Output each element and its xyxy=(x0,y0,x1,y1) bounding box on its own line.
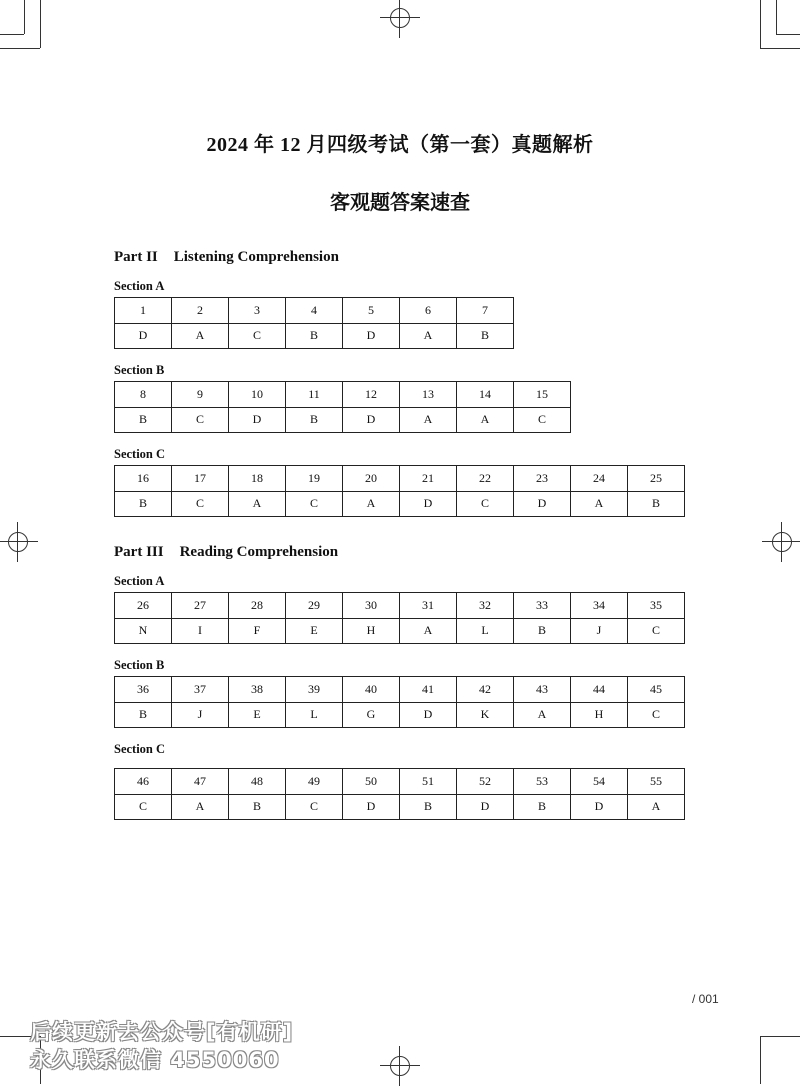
answer-table xyxy=(114,381,571,433)
section-label: Section B xyxy=(114,363,165,377)
answer-cell: J xyxy=(571,618,628,644)
question-number: 12 xyxy=(343,382,400,408)
question-number: 41 xyxy=(400,677,457,703)
question-number: 26 xyxy=(115,593,172,619)
question-number: 40 xyxy=(343,677,400,703)
answer-cell: H xyxy=(343,618,400,644)
answer-cell: B xyxy=(115,702,172,728)
question-number: 17 xyxy=(172,466,229,492)
answer-cell: A xyxy=(172,794,229,820)
answer-cell: B xyxy=(286,407,343,433)
question-number-row xyxy=(115,593,685,619)
question-number: 19 xyxy=(286,466,343,492)
answer-cell: A xyxy=(229,491,286,517)
question-number: 2 xyxy=(172,298,229,324)
question-number: 21 xyxy=(400,466,457,492)
question-number: 36 xyxy=(115,677,172,703)
answer-cell: A xyxy=(628,794,685,820)
question-number: 32 xyxy=(457,593,514,619)
question-number: 15 xyxy=(514,382,571,408)
question-number-row xyxy=(115,466,685,492)
answer-row xyxy=(115,794,685,820)
answer-cell: A xyxy=(571,491,628,517)
answer-cell: C xyxy=(628,702,685,728)
answer-cell: B xyxy=(229,794,286,820)
question-number: 38 xyxy=(229,677,286,703)
answer-cell: B xyxy=(115,491,172,517)
question-number: 11 xyxy=(286,382,343,408)
question-number: 49 xyxy=(286,769,343,795)
answer-cell: N xyxy=(115,618,172,644)
answer-row xyxy=(115,491,685,517)
question-number: 37 xyxy=(172,677,229,703)
question-number-row xyxy=(115,298,514,324)
answer-cell: F xyxy=(229,618,286,644)
answer-cell: C xyxy=(457,491,514,517)
question-number: 29 xyxy=(286,593,343,619)
question-number: 18 xyxy=(229,466,286,492)
question-number: 51 xyxy=(400,769,457,795)
answer-cell: C xyxy=(514,407,571,433)
crop-mark xyxy=(760,1036,761,1084)
part-heading xyxy=(114,249,339,266)
question-number: 25 xyxy=(628,466,685,492)
answer-cell: I xyxy=(172,618,229,644)
answer-cell: A xyxy=(172,323,229,349)
question-number: 46 xyxy=(115,769,172,795)
question-number-row xyxy=(115,769,685,795)
crop-mark xyxy=(760,48,800,49)
answer-cell: B xyxy=(115,407,172,433)
part-heading xyxy=(114,544,338,561)
answer-row xyxy=(115,702,685,728)
registration-mark xyxy=(380,0,420,38)
registration-mark xyxy=(0,522,38,562)
crop-mark xyxy=(40,0,41,48)
answer-cell: A xyxy=(400,407,457,433)
question-number: 16 xyxy=(115,466,172,492)
section-label: Section B xyxy=(114,658,165,672)
question-number: 42 xyxy=(457,677,514,703)
answer-cell: D xyxy=(400,702,457,728)
question-number: 34 xyxy=(571,593,628,619)
answer-cell: C xyxy=(172,491,229,517)
page-number: / 001 xyxy=(692,992,719,1006)
question-number: 20 xyxy=(343,466,400,492)
question-number: 35 xyxy=(628,593,685,619)
answer-cell: A xyxy=(457,407,514,433)
crop-mark xyxy=(776,0,777,34)
question-number: 1 xyxy=(115,298,172,324)
answer-cell: G xyxy=(343,702,400,728)
answer-cell: A xyxy=(514,702,571,728)
part-number: Part II xyxy=(114,249,158,265)
answer-cell: E xyxy=(229,702,286,728)
crop-mark xyxy=(776,34,800,35)
answer-cell: B xyxy=(286,323,343,349)
registration-mark xyxy=(380,1046,420,1086)
question-number: 8 xyxy=(115,382,172,408)
question-number: 50 xyxy=(343,769,400,795)
part-name: Listening Comprehension xyxy=(173,249,339,265)
question-number: 43 xyxy=(514,677,571,703)
answer-cell: D xyxy=(400,491,457,517)
watermark-line: 永久联系微信 4550060 xyxy=(30,1048,280,1072)
answer-cell: A xyxy=(343,491,400,517)
question-number: 13 xyxy=(400,382,457,408)
answer-cell: D xyxy=(571,794,628,820)
answer-cell: L xyxy=(286,702,343,728)
answer-cell: E xyxy=(286,618,343,644)
question-number: 27 xyxy=(172,593,229,619)
section-label: Section C xyxy=(114,742,166,756)
answer-table xyxy=(114,465,685,517)
answer-table xyxy=(114,297,514,349)
answer-cell: A xyxy=(400,618,457,644)
answer-cell: H xyxy=(571,702,628,728)
question-number: 33 xyxy=(514,593,571,619)
page-title: 2024 年 12 月四级考试（第一套）真题解析 xyxy=(206,134,594,156)
question-number: 30 xyxy=(343,593,400,619)
answer-cell: C xyxy=(628,618,685,644)
part-name: Reading Comprehension xyxy=(179,544,339,560)
answer-table xyxy=(114,676,685,728)
answer-row xyxy=(115,407,571,433)
question-number: 55 xyxy=(628,769,685,795)
question-number: 31 xyxy=(400,593,457,619)
question-number: 5 xyxy=(343,298,400,324)
answer-cell: D xyxy=(229,407,286,433)
question-number-row xyxy=(115,382,571,408)
answer-cell: D xyxy=(343,407,400,433)
registration-mark xyxy=(762,522,800,562)
question-number: 4 xyxy=(286,298,343,324)
question-number: 10 xyxy=(229,382,286,408)
answer-cell: B xyxy=(457,323,514,349)
page-subtitle: 客观题答案速查 xyxy=(330,192,470,214)
crop-mark xyxy=(0,34,24,35)
answer-cell: B xyxy=(514,618,571,644)
answer-cell: D xyxy=(343,794,400,820)
question-number: 39 xyxy=(286,677,343,703)
answer-cell: C xyxy=(286,794,343,820)
part-number: Part III xyxy=(114,544,164,560)
answer-cell: B xyxy=(400,794,457,820)
question-number: 6 xyxy=(400,298,457,324)
question-number: 44 xyxy=(571,677,628,703)
answer-cell: D xyxy=(343,323,400,349)
answer-cell: A xyxy=(400,323,457,349)
answer-cell: J xyxy=(172,702,229,728)
answer-table xyxy=(114,592,685,644)
answer-cell: C xyxy=(286,491,343,517)
crop-mark xyxy=(760,1036,800,1037)
question-number: 9 xyxy=(172,382,229,408)
answer-cell: L xyxy=(457,618,514,644)
answer-cell: B xyxy=(628,491,685,517)
question-number: 45 xyxy=(628,677,685,703)
question-number: 47 xyxy=(172,769,229,795)
question-number: 28 xyxy=(229,593,286,619)
question-number: 14 xyxy=(457,382,514,408)
answer-table xyxy=(114,768,685,820)
section-label: Section A xyxy=(114,574,165,588)
section-label: Section A xyxy=(114,279,165,293)
question-number: 53 xyxy=(514,769,571,795)
section-label: Section C xyxy=(114,447,166,461)
answer-cell: K xyxy=(457,702,514,728)
question-number: 23 xyxy=(514,466,571,492)
crop-mark xyxy=(24,0,25,34)
question-number: 7 xyxy=(457,298,514,324)
answer-row xyxy=(115,323,514,349)
question-number: 48 xyxy=(229,769,286,795)
crop-mark xyxy=(0,48,40,49)
answer-cell: D xyxy=(514,491,571,517)
question-number: 3 xyxy=(229,298,286,324)
answer-cell: D xyxy=(457,794,514,820)
answer-cell: C xyxy=(172,407,229,433)
answer-cell: C xyxy=(229,323,286,349)
answer-row xyxy=(115,618,685,644)
question-number: 24 xyxy=(571,466,628,492)
answer-cell: D xyxy=(115,323,172,349)
watermark-line: 后续更新去公众号[有机研] xyxy=(30,1020,294,1044)
crop-mark xyxy=(760,0,761,48)
question-number: 52 xyxy=(457,769,514,795)
question-number-row xyxy=(115,677,685,703)
answer-cell: C xyxy=(115,794,172,820)
question-number: 54 xyxy=(571,769,628,795)
answer-cell: B xyxy=(514,794,571,820)
question-number: 22 xyxy=(457,466,514,492)
